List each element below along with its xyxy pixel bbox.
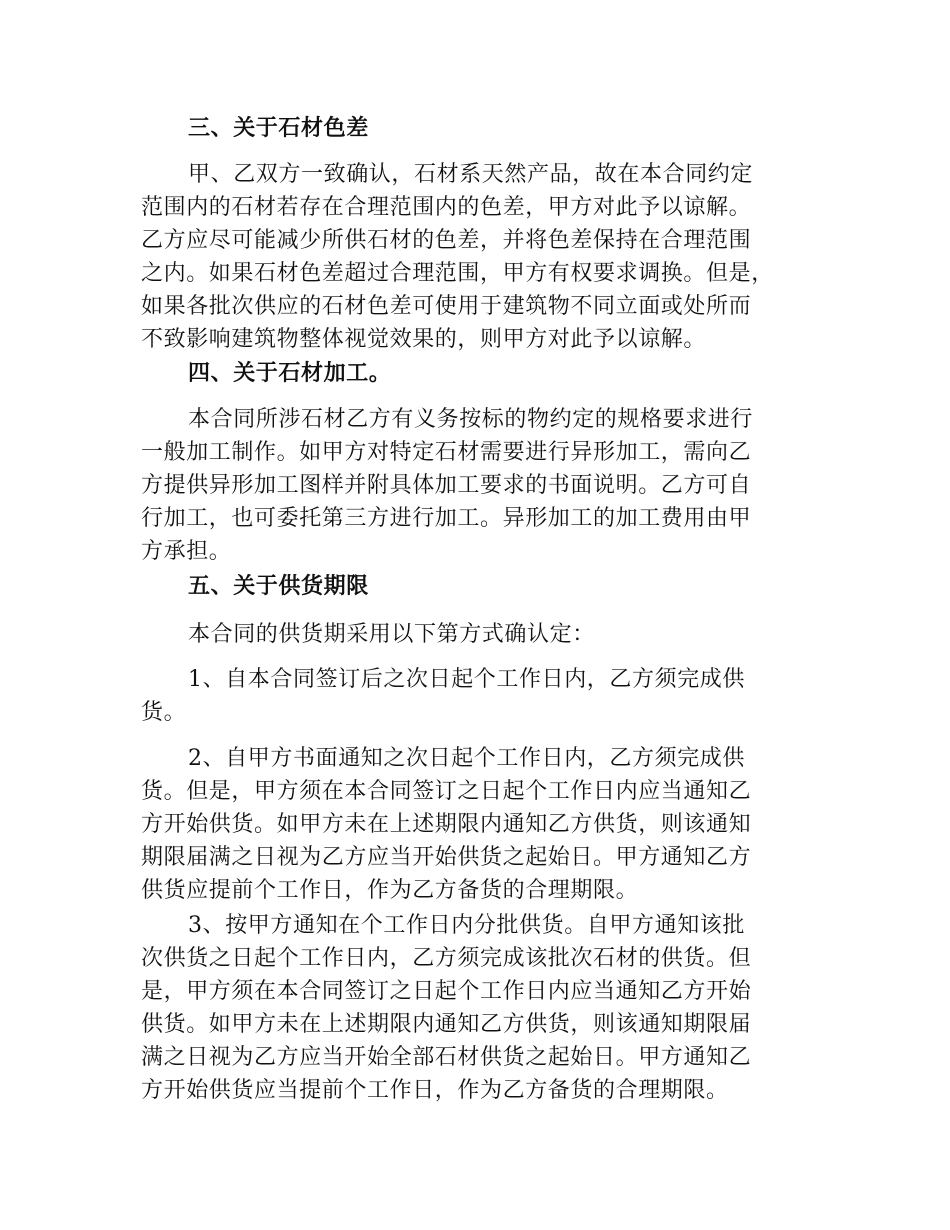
section-3-heading: 三、关于石材色差 [188, 116, 369, 141]
paragraph-line: 次供货之日起个工作日内，乙方须完成该批次石材的供货。但 [141, 946, 752, 971]
paragraph-line: 本合同所涉石材乙方有义务按标的物约定的规格要求进行 [188, 407, 754, 432]
paragraph-line: 1、自本合同签订后之次日起个工作日内，乙方须完成供 [188, 667, 745, 692]
paragraph-line: 货。 [141, 700, 187, 725]
paragraph-line: 供货应提前个工作日，作为乙方备货的合理期限。 [141, 878, 639, 903]
paragraph-line: 满之日视为乙方应当开始全部石材供货之起始日。甲方通知乙 [141, 1045, 752, 1070]
paragraph-line: 如果各批次供应的石材色差可使用于建筑物不同立面或处所而 [141, 294, 752, 319]
paragraph-line: 行加工，也可委托第三方进行加工。异形加工的加工费用由甲 [141, 506, 752, 531]
section-5-item-2 [141, 742, 821, 907]
paragraph-line: 方开始供货应当提前个工作日，作为乙方备货的合理期限。 [141, 1078, 729, 1103]
paragraph-line: 方提供异形加工图样并附具体加工要求的书面说明。乙方可自 [141, 473, 752, 498]
paragraph-line: 供货。如甲方未在上述期限内通知乙方供货，则该通知期限届 [141, 1012, 752, 1037]
paragraph-line: 范围内的石材若存在合理范围内的色差，甲方对此予以谅解。 [141, 195, 752, 220]
section-4-heading: 四、关于石材加工。 [188, 361, 392, 386]
paragraph-line: 之内。如果石材色差超过合理范围，甲方有权要求调换。但是， [141, 261, 774, 286]
paragraph-line: 期限届满之日视为乙方应当开始供货之起始日。甲方通知乙方 [141, 845, 752, 870]
paragraph-line: 3、按甲方通知在个工作日内分批供货。自甲方通知该批 [188, 913, 745, 938]
paragraph-line: 方承担。 [141, 539, 232, 564]
paragraph-line: 货。但是，甲方须在本合同签订之日起个工作日内应当通知乙 [141, 779, 752, 804]
section-5-intro [141, 618, 821, 651]
paragraph-line: 本合同的供货期采用以下第方式确认定： [188, 622, 595, 647]
paragraph-line: 乙方应尽可能减少所供石材的色差，并将色差保持在合理范围 [141, 228, 752, 253]
section-5-item-1 [141, 663, 821, 729]
paragraph-line: 2、自甲方书面通知之次日起个工作日内，乙方须完成供 [188, 746, 745, 771]
section-5-heading: 五、关于供货期限 [188, 574, 369, 599]
paragraph-line: 一般加工制作。如甲方对特定石材需要进行异形加工，需向乙 [141, 440, 752, 465]
section-3-paragraph [141, 158, 821, 356]
section-5-item-3 [141, 909, 821, 1107]
paragraph-line: 方开始供货。如甲方未在上述期限内通知乙方供货，则该通知 [141, 812, 752, 837]
paragraph-line: 甲、乙双方一致确认，石材系天然产品，故在本合同约定 [188, 162, 754, 187]
paragraph-line: 不致影响建筑物整体视觉效果的，则甲方对此予以谅解。 [141, 327, 707, 352]
paragraph-line: 是，甲方须在本合同签订之日起个工作日内应当通知乙方开始 [141, 979, 752, 1004]
section-4-paragraph [141, 403, 821, 568]
